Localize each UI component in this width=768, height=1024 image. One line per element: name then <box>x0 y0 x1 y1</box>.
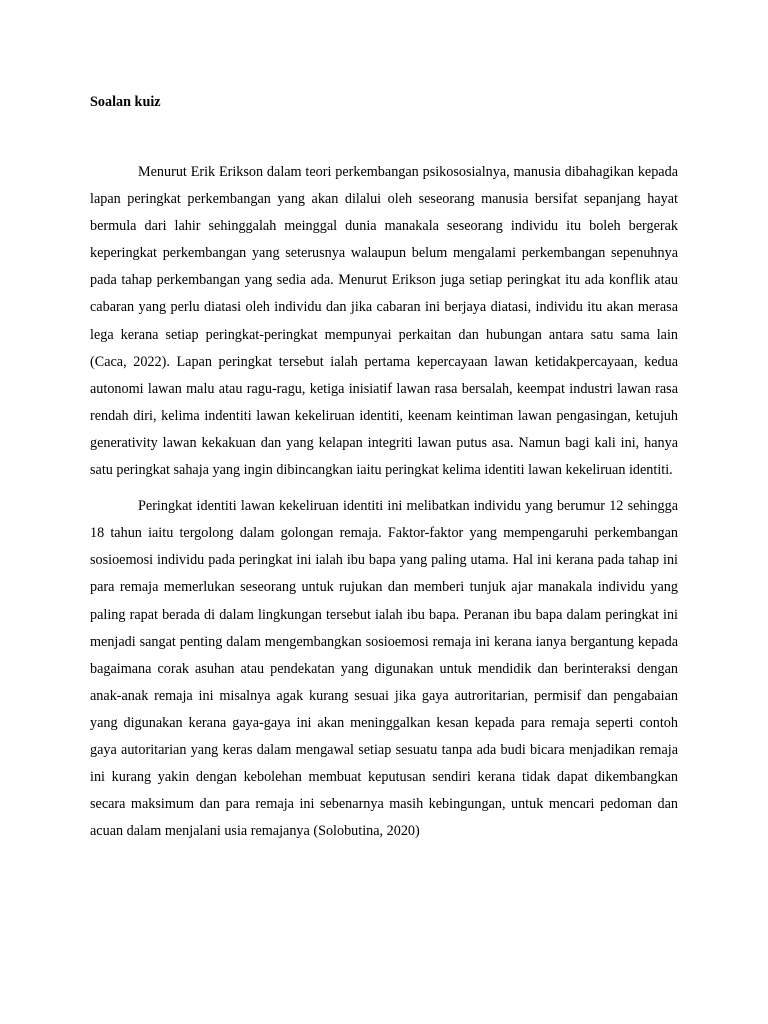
paragraph-erikson-stages: Menurut Erik Erikson dalam teori perkembangan psikososialnya, manusia dibahagikan kepada lapan peringkat perkembangan yang akan dilalui oleh seseorang manusia bersifat sepanjang hayat bermula dari lahir sehinggalah meinggal dunia manakala seseorang individu itu boleh bergerak keperingkat perkembangan yang seterusnya walaupun belum mengalami perkembangan sepenuhnya pada tahap perkembangan yang sedia ada. Menurut Erikson juga setiap peringkat itu ada konflik atau cabaran yang perlu diatasi oleh individu dan jika cabaran ini berjaya diatasi, individu itu akan merasa lega kerana setiap peringkat-peringkat mempunyai perkaitan dan hubungan antara satu sama lain (Caca, 2022). Lapan peringkat tersebut ialah pertama kepercayaan lawan ketidakpercayaan, kedua autonomi lawan malu atau ragu-ragu, ketiga inisiatif lawan rasa bersalah, keempat industri lawan rasa rendah diri, kelima indentiti lawan kekeliruan identiti, keenam keintiman lawan pengasingan, ketujuh generativity lawan kekakuan dan yang kelapan integriti lawan putus asa. Namun bagi kali ini, hanya satu peringkat sahaja yang ingin dibincangkan iaitu peringkat kelima identiti lawan kekeliruan identiti. <box>90 164 678 479</box>
paragraph-identity-stage: Peringkat identiti lawan kekeliruan identiti ini melibatkan individu yang berumur 12 sehingga 18 tahun iaitu tergolong dalam golongan remaja. Faktor-faktor yang mempengaruhi perkembangan sosioemosi individu pada peringkat ini ialah ibu bapa yang paling utama. Hal ini kerana pada tahap ini para remaja memerlukan seseorang untuk rujukan dan memberi tunjuk ajar manakala individu yang paling rapat berada di dalam lingkungan tersebut ialah ibu bapa. Peranan ibu bapa dalam peringkat ini menjadi sangat penting dalam mengembangkan sosioemosi remaja ini kerana ianya bergantung kepada bagaimana corak asuhan atau pendekatan yang digunakan untuk mendidik dan berinteraksi dengan anak-anak remaja ini misalnya agak kurang sesuai jika gaya autroritarian, permisif dan pengabaian yang digunakan kerana gaya-gaya ini akan meninggalkan kesan kepada para remaja seperti contoh gaya autoritarian yang keras dalam mengawal setiap sesuatu tanpa ada budi bicara menjadikan remaja ini kurang yakin dengan kebolehan membuat keputusan sendiri kerana tidak dapat dikembangkan secara maksimum dan para remaja ini sebenarnya masih kebingungan, untuk mencari pedoman dan acuan dalam menjalani usia remajanya (Solobutina, 2020) <box>90 498 678 840</box>
document-heading: Soalan kuiz <box>90 94 161 110</box>
